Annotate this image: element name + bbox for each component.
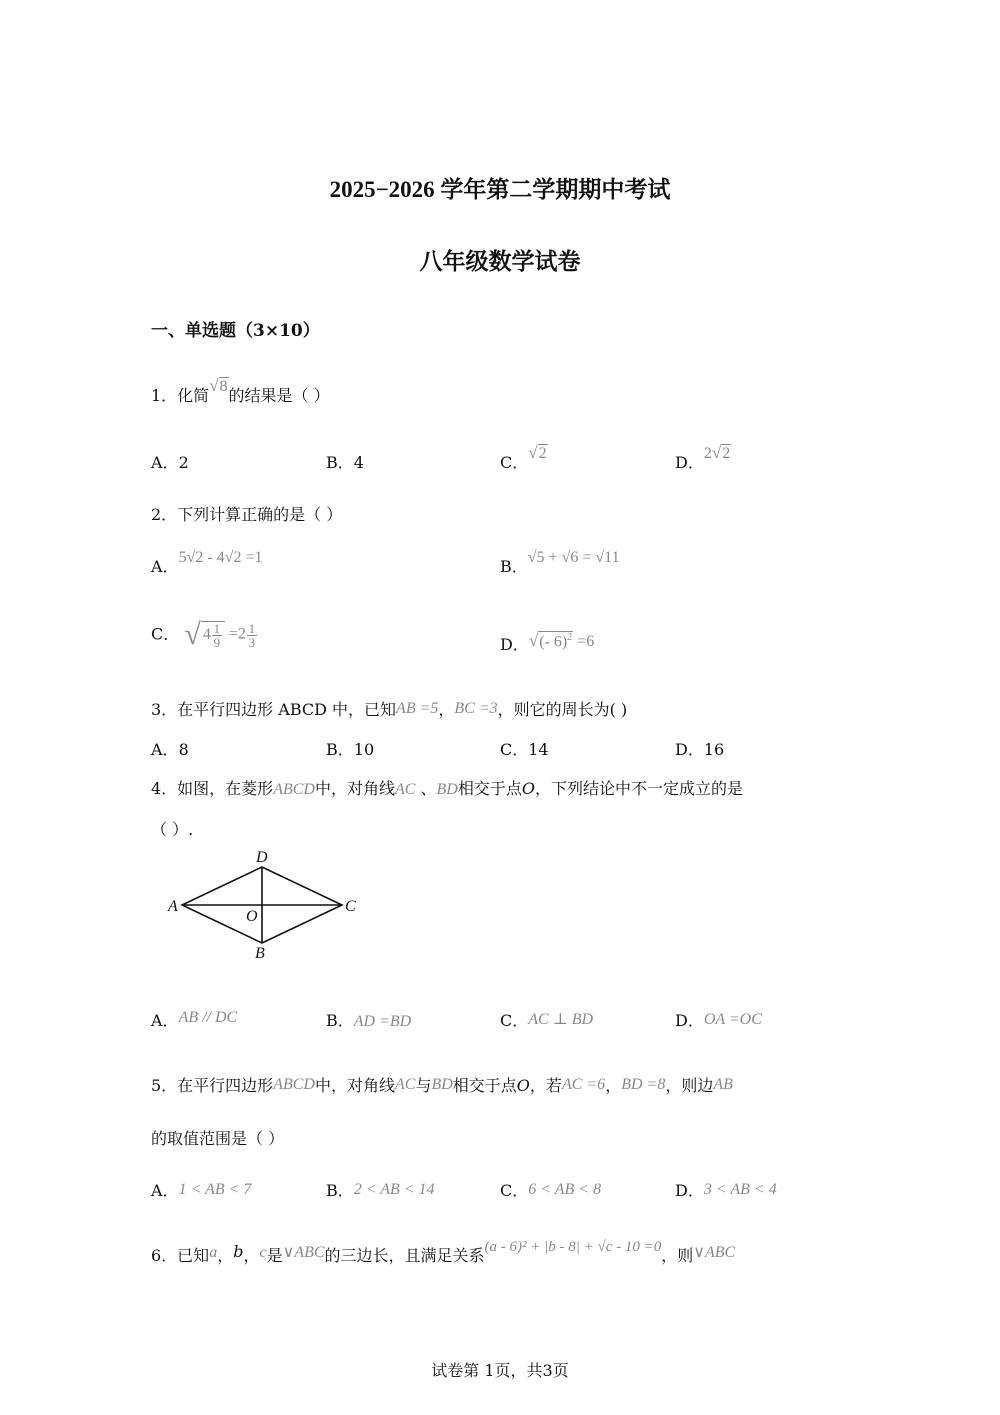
q4-option-a[interactable]: A．AB // DC <box>151 1009 238 1030</box>
vertex-label-c: C <box>345 898 356 915</box>
exam-subtitle: 八年级数学试卷 <box>419 249 581 274</box>
q5-option-a[interactable]: A．1 < AB < 7 <box>151 1181 252 1200</box>
question-2: 2．下列计算正确的是（ ） <box>151 505 343 524</box>
question-1-prefix: 1．化简 <box>151 386 210 405</box>
q3-option-c[interactable]: C．14 <box>500 740 549 759</box>
exam-title: 2025−2026 学年第二学期期中考试 <box>329 177 671 202</box>
section-heading: 一、单选题（3×10） <box>151 321 320 341</box>
q1-option-a[interactable]: A．2 <box>151 453 189 472</box>
q5-option-d[interactable]: D．3 < AB < 4 <box>675 1181 777 1200</box>
vertex-label-a: A <box>168 898 178 915</box>
vertex-label-b: B <box>255 945 265 962</box>
rhombus-figure <box>160 845 370 965</box>
q3-option-d[interactable]: D．16 <box>675 740 725 759</box>
q1-option-b[interactable]: B．4 <box>326 453 364 472</box>
center-label-o: O <box>246 908 258 925</box>
question-3: 3．在平行四边形 ABCD 中，已知AB =5，BC =3，则它的周长为( ) <box>151 700 628 719</box>
question-1-suffix: 的结果是（ ） <box>228 386 330 405</box>
q2-option-b[interactable]: B．√5 + √6 = √11 <box>500 549 620 576</box>
question-5-line2: 的取值范围是（ ） <box>151 1129 285 1148</box>
q5-option-b[interactable]: B．2 < AB < 14 <box>326 1181 435 1200</box>
vertex-label-d: D <box>256 849 268 866</box>
q2-option-a[interactable]: A．5√2 - 4√2 =1 <box>151 549 263 576</box>
page-footer: 试卷第 1页，共3页 <box>431 1361 569 1380</box>
q5-option-c[interactable]: C．6 < AB < 8 <box>500 1181 602 1200</box>
q3-option-a[interactable]: A．8 <box>151 740 189 759</box>
q4-option-d[interactable]: D．OA =OC <box>675 1011 762 1030</box>
question-5: 5．在平行四边形ABCD中，对角线AC与BD相交于点O，若AC =6，BD =8，则边AB <box>151 1076 733 1095</box>
q1-option-c[interactable]: C．√2 <box>500 443 547 472</box>
question-4-line2: （ ）. <box>151 820 194 839</box>
q2-option-d[interactable]: D．√(- 6)$^2$ =6 <box>500 631 595 654</box>
question-6: 6．已知a，b，c是∨ABC的三边长，且满足关系(a - 6)² + |b - 8| + √c - 10 =0，则∨ABC <box>151 1239 736 1265</box>
q4-option-b[interactable]: B．AD =BD <box>326 1011 412 1030</box>
q3-option-b[interactable]: B．10 <box>326 740 375 759</box>
q2-option-c[interactable]: C． √ 4 $\frac{1}{9}$ =2 $\frac{1}{3}$ <box>151 618 256 651</box>
q4-option-c[interactable]: C．AC ⊥ BD <box>500 1011 594 1030</box>
question-1 <box>151 376 330 406</box>
question-4: 4．如图，在菱形ABCD中，对角线AC 、BD相交于点O，下列结论中不一定成立的是 <box>151 779 744 798</box>
question-1-expression: √8 <box>209 376 228 395</box>
q1-option-d[interactable]: D．2√2 <box>675 443 731 472</box>
